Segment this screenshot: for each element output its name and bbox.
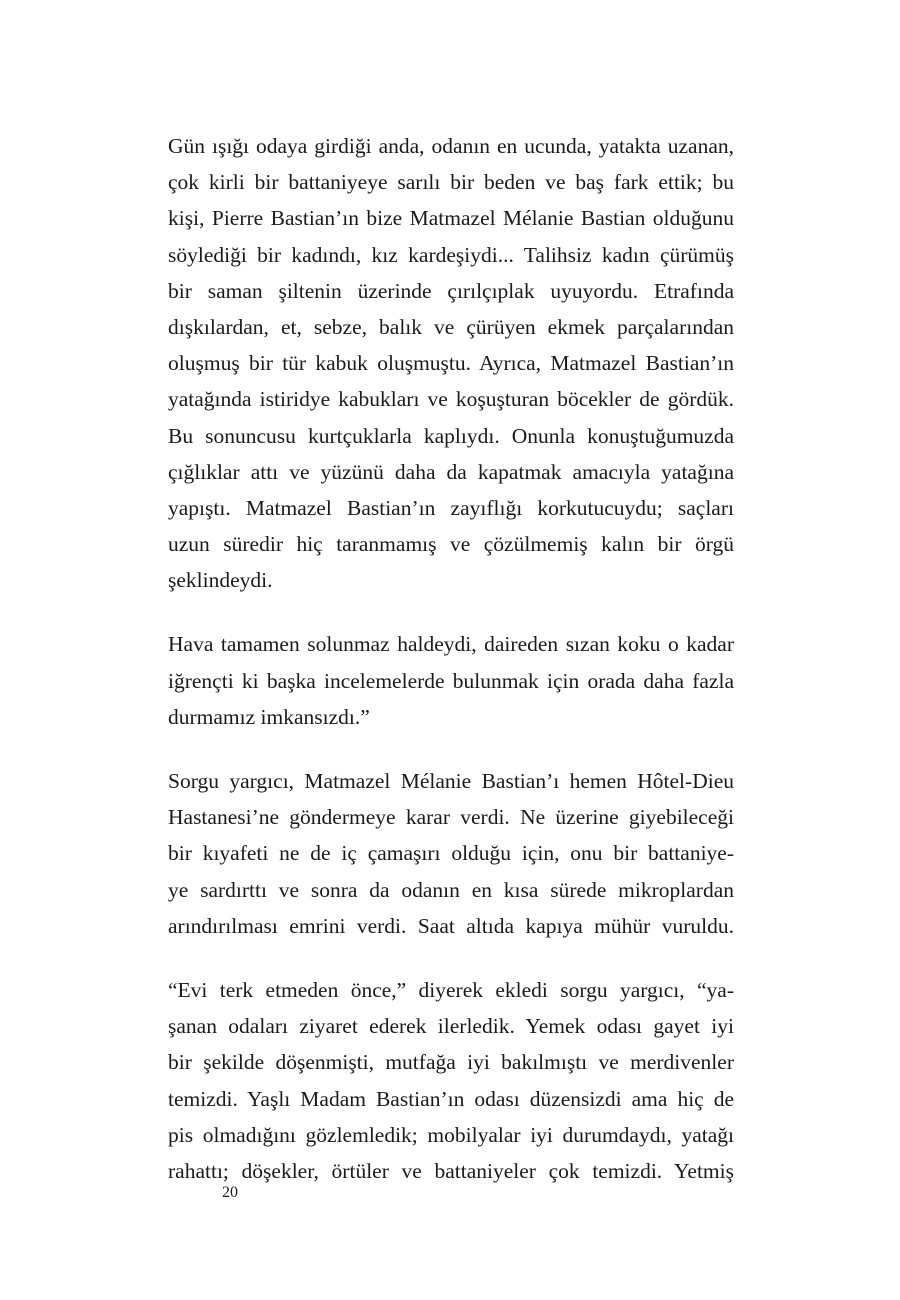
text-line: Hava tamamen solunmaz haldeydi, daireden sızan koku o kadar: [168, 632, 734, 657]
text-line: yapıştı. Matmazel Bastian’ın zayıflığı korkutucuydu; saçları: [168, 495, 734, 520]
text-line: temizdi. Yaşlı Madam Bastian’ın odası düzensizdi ama hiç de: [168, 1086, 734, 1111]
text-line: “Evi terk etmeden önce,” diyerek ekledi sorgu yargıcı, “ya-: [168, 977, 734, 1002]
text-line: rahattı; döşekler, örtüler ve battaniyeler çok temizdi. Yetmiş: [168, 1158, 734, 1183]
text-line: iğrençti ki başka incelemelerde bulunmak için orada daha fazla: [168, 668, 734, 693]
text-line: bir saman şiltenin üzerinde çırılçıplak uyuyordu. Etrafında: [168, 278, 734, 303]
text-line: durmamız imkansızdı.”: [168, 704, 370, 729]
text-line: bir şekilde döşenmişti, mutfağa iyi bakılmıştı ve merdivenler: [168, 1050, 734, 1075]
text-line: çok kirli bir battaniyeye sarılı bir beden ve baş fark ettik; bu: [168, 170, 734, 195]
page-number: 20: [222, 1184, 238, 1201]
text-line: ye sardırttı ve sonra da odanın en kısa sürede mikroplardan: [168, 877, 734, 902]
text-line: uzun süredir hiç taranmamış ve çözülmemiş kalın bir örgü: [168, 532, 734, 557]
text-line: yatağında istiridye kabukları ve koşuşturan böcekler de gördük.: [168, 387, 734, 412]
text-line: şanan odaları ziyaret ederek ilerledik. Yemek odası gayet iyi: [168, 1014, 734, 1039]
text-line: Sorgu yargıcı, Matmazel Mélanie Bastian’ı hemen Hôtel-Dieu: [168, 769, 734, 793]
text-line: bir kıyafeti ne de iç çamaşırı olduğu için, onu bir battaniye-: [168, 841, 734, 866]
text-line: Bu sonuncusu kurtçuklarla kaplıydı. Onunla konuştuğumuzda: [168, 423, 734, 448]
text-line: pis olmadığını gözlemledik; mobilyalar iyi durumdaydı, yatağı: [168, 1122, 734, 1147]
text-line: arındırılması emrini verdi. Saat altıda kapıya mühür vuruldu.: [168, 913, 734, 938]
paragraph: [168, 972, 734, 1189]
text-line: oluşmuş bir tür kabuk oluşmuştu. Ayrıca, Matmazel Bastian’ın: [168, 351, 734, 376]
paragraph: [168, 128, 734, 598]
text-line: söylediği bir kadındı, kız kardeşiydi... Talihsiz kadın çürümüş: [168, 242, 734, 267]
text-line: çığlıklar attı ve yüzünü daha da kapatmak amacıyla yatağına: [168, 459, 734, 484]
paragraph: [168, 763, 734, 944]
text-line: Hastanesi’ne göndermeye karar verdi. Ne üzerine giyebileceği: [168, 805, 734, 830]
text-line: kişi, Pierre Bastian’ın bize Matmazel Mélanie Bastian olduğunu: [168, 206, 734, 231]
text-line: dışkılardan, et, sebze, balık ve çürüyen ekmek parçalarından: [168, 314, 734, 339]
paragraph: [168, 626, 734, 735]
book-page-text: [168, 128, 734, 1217]
text-line: Gün ışığı odaya girdiği anda, odanın en ucunda, yatakta uzanan,: [168, 134, 734, 158]
text-line: şeklindeydi.: [168, 568, 273, 593]
